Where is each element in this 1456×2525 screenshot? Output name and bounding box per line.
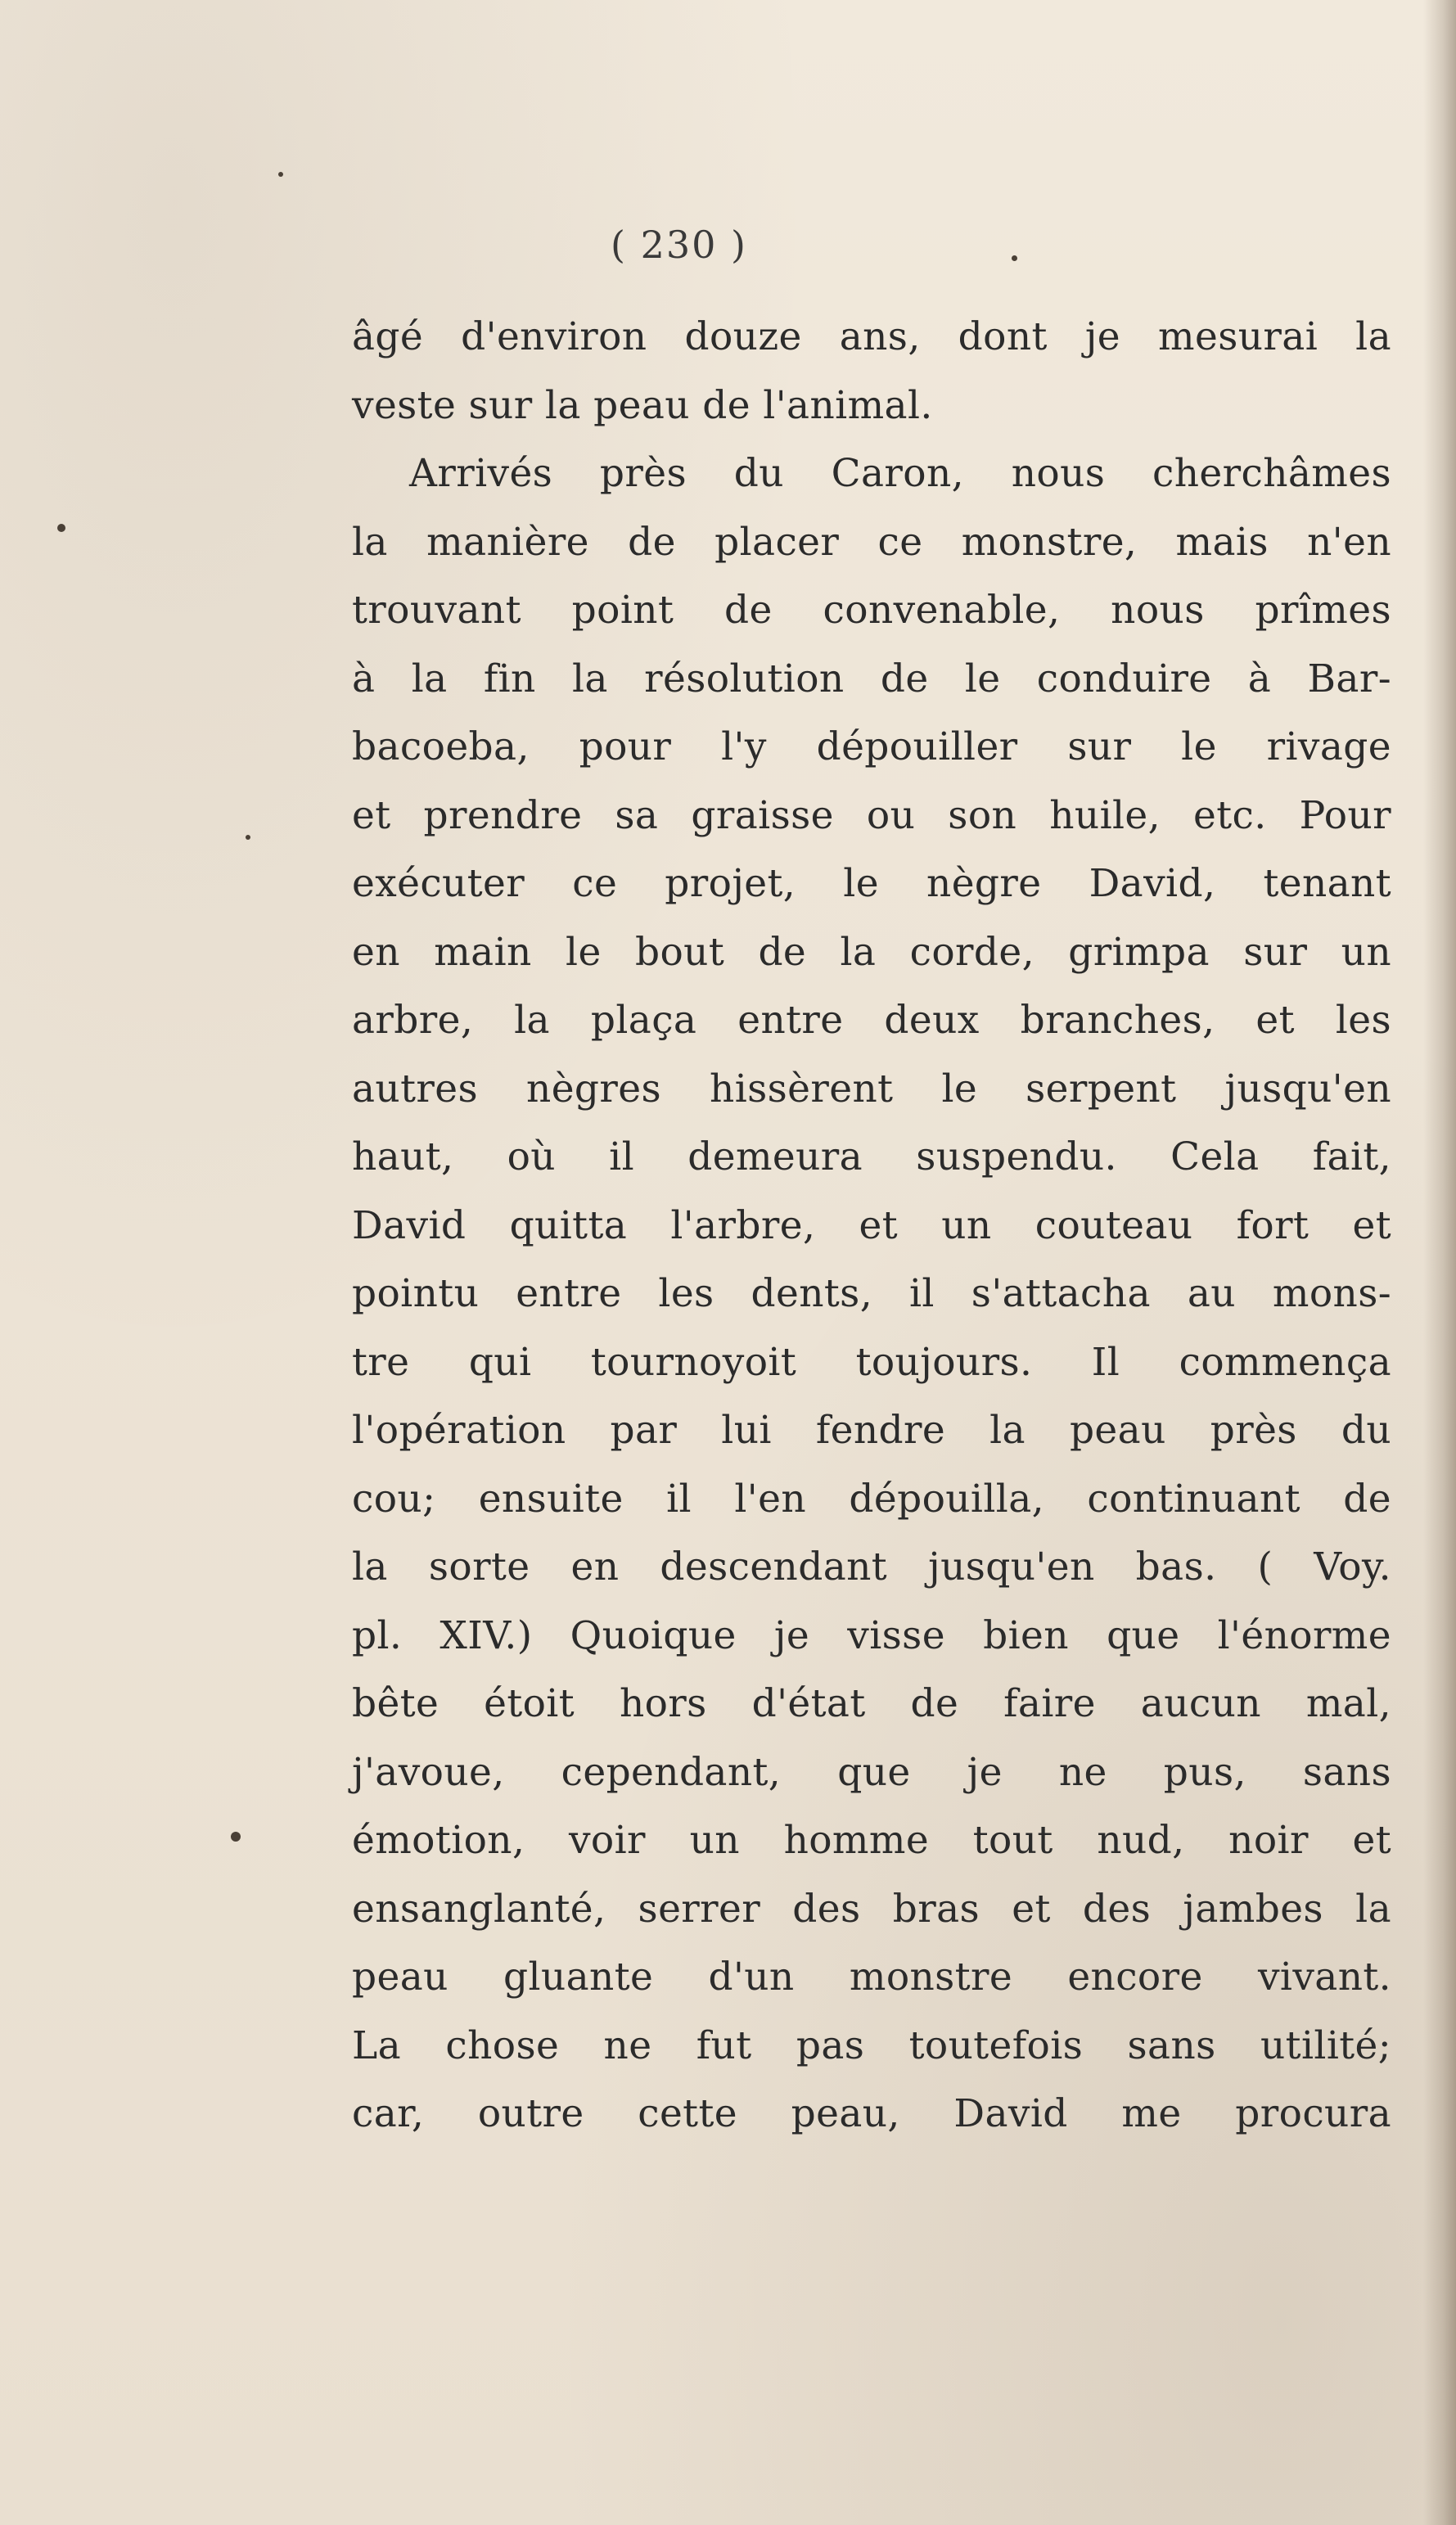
text-line: ensanglanté, serrer des bras et des jambes la	[352, 1886, 1391, 1932]
text-line: David quitta l'arbre, et un couteau fort et	[352, 1202, 1391, 1248]
page-number-text: ( 230 )	[611, 223, 747, 267]
paper-speck	[57, 524, 65, 532]
paper-speck	[1012, 255, 1017, 261]
body-text	[352, 303, 1391, 2149]
text-line: autres nègres hissèrent le serpent jusqu'en	[352, 1066, 1391, 1111]
text-line: émotion, voir un homme tout nud, noir et	[352, 1818, 1391, 1863]
text-line: la manière de placer ce monstre, mais n'en	[352, 519, 1391, 565]
text-line: La chose ne fut pas toutefois sans utilité;	[352, 2022, 1391, 2068]
paper-speck	[246, 835, 250, 840]
text-line: peau gluante d'un monstre encore vivant.	[352, 1955, 1391, 2000]
page-number	[0, 223, 1456, 267]
paper-speck	[278, 172, 283, 177]
text-line: tre qui tournoyoit toujours. Il commença	[352, 1339, 1391, 1385]
text-line: pl. XIV.) Quoique je visse bien que l'énorme	[352, 1612, 1391, 1658]
text-line: en main le bout de la corde, grimpa sur un	[352, 929, 1391, 975]
text-line: bête étoit hors d'état de faire aucun mal,	[352, 1681, 1391, 1726]
text-line: exécuter ce projet, le nègre David, tenant	[352, 861, 1391, 906]
text-line: car, outre cette peau, David me procura	[352, 2091, 1391, 2136]
text-line: trouvant point de convenable, nous prîmes	[352, 588, 1391, 633]
text-line: la sorte en descendant jusqu'en bas. ( Voy.	[352, 1544, 1391, 1589]
text-line: pointu entre les dents, il s'attacha au mons-	[352, 1271, 1391, 1316]
text-line: l'opération par lui fendre la peau près du	[352, 1408, 1391, 1453]
text-line: j'avoue, cependant, que je ne pus, sans	[352, 1749, 1391, 1795]
text-line: cou; ensuite il l'en dépouilla, continuant de	[352, 1476, 1391, 1522]
text-line: arbre, la plaça entre deux branches, et les	[352, 998, 1391, 1043]
page-edge-shadow	[1423, 0, 1456, 2525]
text-line: âgé d'environ douze ans, dont je mesurai la	[352, 314, 1391, 359]
paper-speck	[231, 1832, 241, 1842]
text-line: et prendre sa graisse ou son huile, etc. Pour	[352, 792, 1391, 838]
text-line: à la fin la résolution de le conduire à Bar-	[352, 656, 1391, 701]
paragraph-start-line: Arrivés près du Caron, nous cherchâmes	[409, 451, 1391, 496]
text-line: bacoeba, pour l'y dépouiller sur le rivage	[352, 724, 1391, 769]
text-line: veste sur la peau de l'animal.	[352, 382, 933, 428]
text-line: haut, où il demeura suspendu. Cela fait,	[352, 1134, 1391, 1179]
